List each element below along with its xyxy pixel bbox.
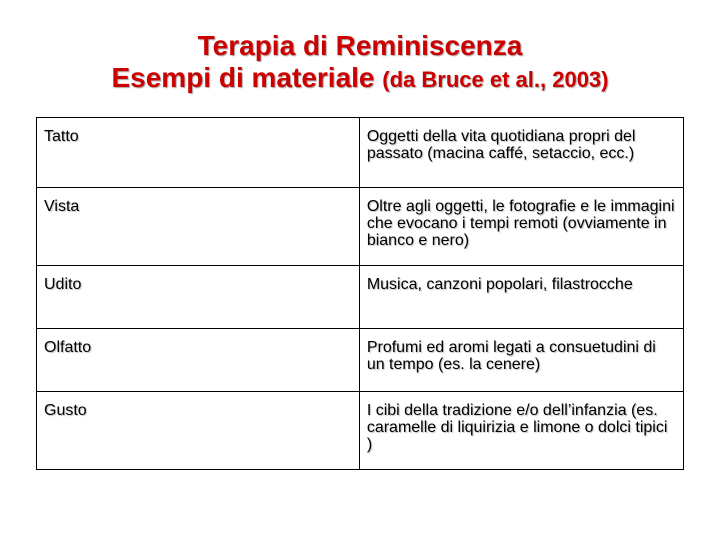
sense-cell: Gusto xyxy=(37,392,360,470)
example-cell: Profumi ed aromi legati a consuetudini di un tempo (es. la cenere) xyxy=(359,329,683,392)
table-row xyxy=(37,188,684,266)
title-source-text: (da Bruce et al., 2003) xyxy=(382,67,609,92)
example-cell: Oltre agli oggetti, le fotografie e le immagini che evocano i tempi remoti (ovviamente in bianco e nero) xyxy=(359,188,683,266)
table-row xyxy=(37,392,684,470)
title-line-1: Terapia di Reminiscenza xyxy=(197,30,523,61)
sense-cell: Udito xyxy=(37,266,360,329)
title-main-text: Esempi di materiale xyxy=(111,62,375,93)
table-row xyxy=(37,118,684,188)
title-line-2 xyxy=(0,62,720,96)
sense-cell: Vista xyxy=(37,188,360,266)
sense-cell: Tatto xyxy=(37,118,360,188)
example-cell: I cibi della tradizione e/o dell’infanzia (es. caramelle di liquirizia e limone o dolci tipici ) xyxy=(359,392,683,470)
table-row xyxy=(37,266,684,329)
table-row xyxy=(37,329,684,392)
example-cell: Oggetti della vita quotidiana propri del passato (macina caffé, setaccio, ecc.) xyxy=(359,118,683,188)
sense-cell: Olfatto xyxy=(37,329,360,392)
slide-title xyxy=(0,30,720,96)
material-table xyxy=(36,117,684,470)
example-cell: Musica, canzoni popolari, filastrocche xyxy=(359,266,683,329)
